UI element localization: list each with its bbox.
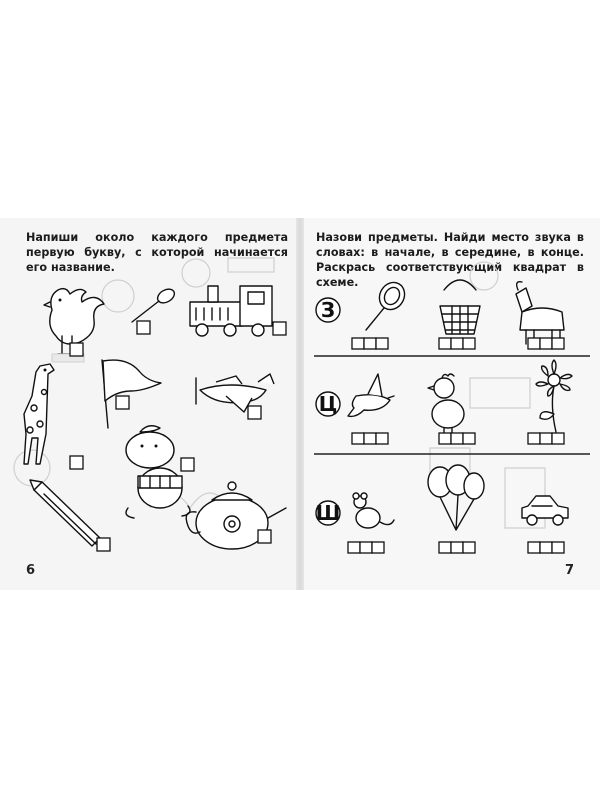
- letter-ts: Ц: [318, 392, 338, 416]
- scheme-balloons: [439, 542, 475, 553]
- answer-box-spoon[interactable]: [137, 321, 150, 334]
- spoon-picture: [132, 286, 177, 334]
- mirror-picture: [366, 278, 409, 330]
- bird-picture: [348, 374, 394, 416]
- teapot-picture: [186, 482, 286, 549]
- left-instruction: Напиши около каждого предмета первую букву, с которой начинается его название.: [26, 231, 288, 274]
- letter-z: З: [320, 298, 336, 322]
- toy-train-picture: [190, 286, 286, 336]
- chicken-picture: [428, 374, 464, 436]
- answer-box-flag[interactable]: [116, 396, 129, 409]
- hippo-picture: [126, 426, 194, 518]
- scheme-chicken: [439, 433, 475, 444]
- answer-box-rooster[interactable]: [70, 343, 83, 356]
- airplane-picture: [196, 374, 274, 419]
- mouse-picture: [353, 493, 394, 528]
- pencil-picture: [30, 480, 110, 551]
- scheme-car: [528, 542, 564, 553]
- answer-box-train[interactable]: [273, 322, 286, 335]
- answer-box-teapot[interactable]: [258, 530, 271, 543]
- scheme-flower: [528, 433, 564, 444]
- letter-sh: Ш: [315, 501, 341, 525]
- scheme-mouse: [348, 542, 384, 553]
- row-ts: [316, 360, 572, 444]
- right-page-number: 7: [564, 563, 574, 578]
- balloons-picture: [428, 465, 484, 530]
- flag-picture: [102, 360, 161, 428]
- answer-box-giraffe[interactable]: [70, 456, 83, 469]
- scheme-goat: [528, 338, 564, 349]
- goat-picture: [516, 282, 564, 344]
- book-spread: [0, 218, 600, 590]
- right-instruction: Назови предметы. Найди место звука в словах: в начале, в середине, в конце. Раскрась соответствующий квадрат в схеме.: [316, 231, 584, 289]
- row-z: [316, 278, 564, 349]
- answer-box-airplane[interactable]: [248, 406, 261, 419]
- exercise-illustrations: [0, 218, 600, 590]
- rooster-picture: [44, 289, 104, 362]
- row-sh: [316, 465, 568, 553]
- scheme-mirror: [352, 338, 388, 349]
- basket-picture: [440, 280, 480, 334]
- scheme-bird: [352, 433, 388, 444]
- left-page-number: 6: [26, 563, 36, 578]
- scheme-basket: [439, 338, 475, 349]
- answer-box-hippo[interactable]: [181, 458, 194, 471]
- giraffe-picture: [24, 364, 83, 469]
- flower-picture: [536, 360, 572, 432]
- answer-box-pencil[interactable]: [97, 538, 110, 551]
